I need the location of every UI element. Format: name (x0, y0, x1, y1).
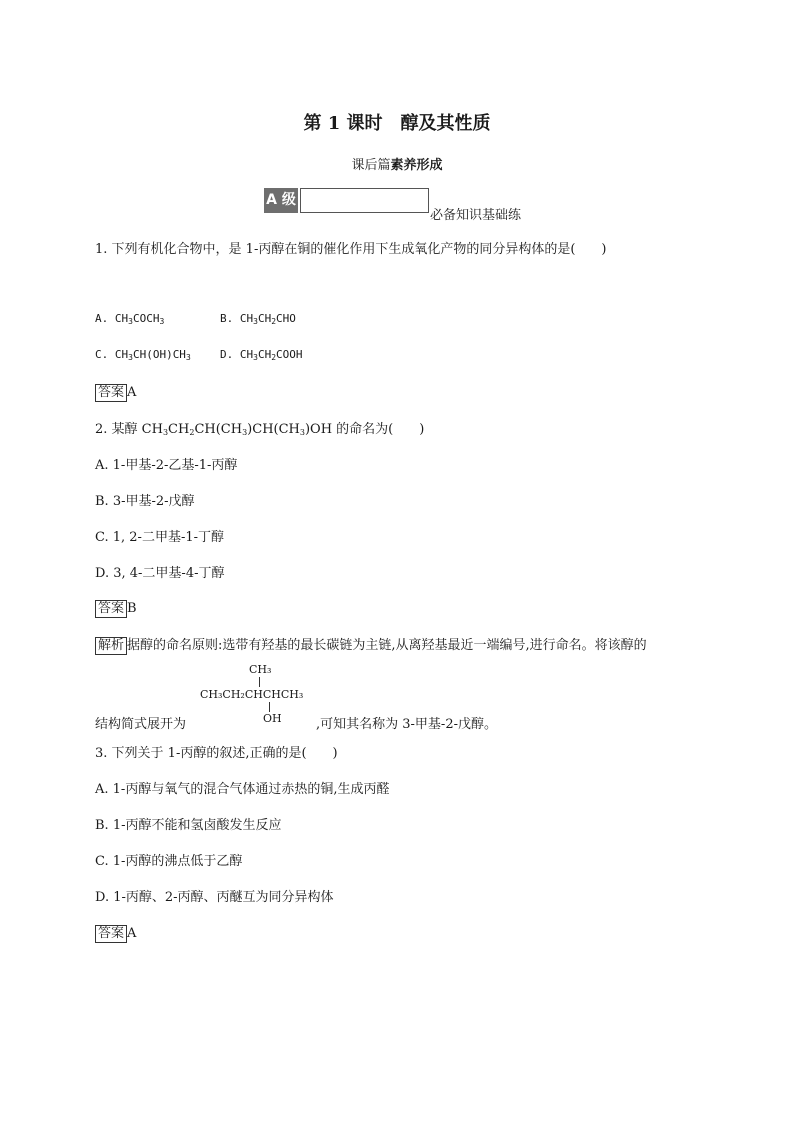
formula-bond-down (269, 702, 270, 712)
level-label: 必备知识基础练 (430, 208, 522, 223)
q1-option-a: A. $CH_3COCH_3$ (95, 312, 165, 326)
q3-option-d: D. 1-丙醇、2-丙醇、丙醚互为同分异构体 (95, 890, 334, 905)
answer-value: A (127, 385, 137, 400)
q1-option-b: B. $CH_3CH_2CHO$ (220, 312, 296, 326)
subtitle-prefix: 课后篇 (351, 158, 391, 173)
level-badge: A 级 (264, 188, 298, 213)
q2-analysis-line2-post: ,可知其名称为 3-甲基-2-戊醇。 (316, 717, 497, 732)
q2-analysis (95, 634, 647, 655)
analysis-tag: 解析 (95, 637, 127, 655)
answer-tag: 答案 (95, 384, 127, 402)
formula-top-group: CH₃ (249, 663, 272, 676)
q3-stem: 3. 下列关于 1-丙醇的叙述,正确的是( ) (95, 746, 338, 761)
answer-value: B (127, 601, 137, 616)
q3-option-b: B. 1-丙醇不能和氢卤酸发生反应 (95, 818, 282, 833)
q2-option-d: D. 3, 4-二甲基-4-丁醇 (95, 566, 225, 581)
answer-tag: 答案 (95, 600, 127, 618)
formula-bottom-group: OH (263, 712, 282, 725)
answer-tag: 答案 (95, 925, 127, 943)
q2-option-c: C. 1, 2-二甲基-1-丁醇 (95, 530, 225, 545)
q2-stem: 2. 某醇 $CH_3CH_2CH(CH_3)CH(CH_3)OH$ 的命名为( ) (95, 422, 425, 437)
subtitle-bold: 素养形成 (390, 158, 443, 173)
q2-answer (95, 597, 137, 618)
formula-bond-up (259, 677, 260, 687)
page-subtitle (0, 154, 794, 173)
structural-formula (200, 660, 330, 730)
q3-option-c: C. 1-丙醇的沸点低于乙醇 (95, 854, 243, 869)
q3-answer (95, 922, 136, 943)
formula-main-chain: CH₃CH₂CHCHCH₃ (200, 688, 304, 701)
q1-answer (95, 381, 136, 402)
answer-value: A (127, 926, 137, 941)
q1-option-d: D. $CH_3CH_2COOH$ (220, 348, 303, 362)
q3-option-a: A. 1-丙醇与氧气的混合气体通过赤热的铜,生成丙醛 (95, 782, 390, 797)
q2-option-b: B. 3-甲基-2-戊醇 (95, 494, 195, 509)
q2-option-a: A. 1-甲基-2-乙基-1-丙醇 (95, 458, 238, 473)
level-box (300, 188, 429, 213)
q1-stem: 1. 下列有机化合物中，是 1-丙醇在铜的催化作用下生成氧化产物的同分异构体的是( ) (95, 242, 607, 257)
q2-analysis-line2-pre: 结构简式展开为 (95, 717, 187, 732)
page-title: 第 1 课时 醇及其性质 (303, 113, 491, 134)
analysis-text: 据醇的命名原则:选带有羟基的最长碳链为主链,从离羟基最近一端编号,进行命名。将该醇的 (127, 638, 647, 653)
q1-option-c: C. $CH_3CH(OH)CH_3$ (95, 348, 191, 362)
